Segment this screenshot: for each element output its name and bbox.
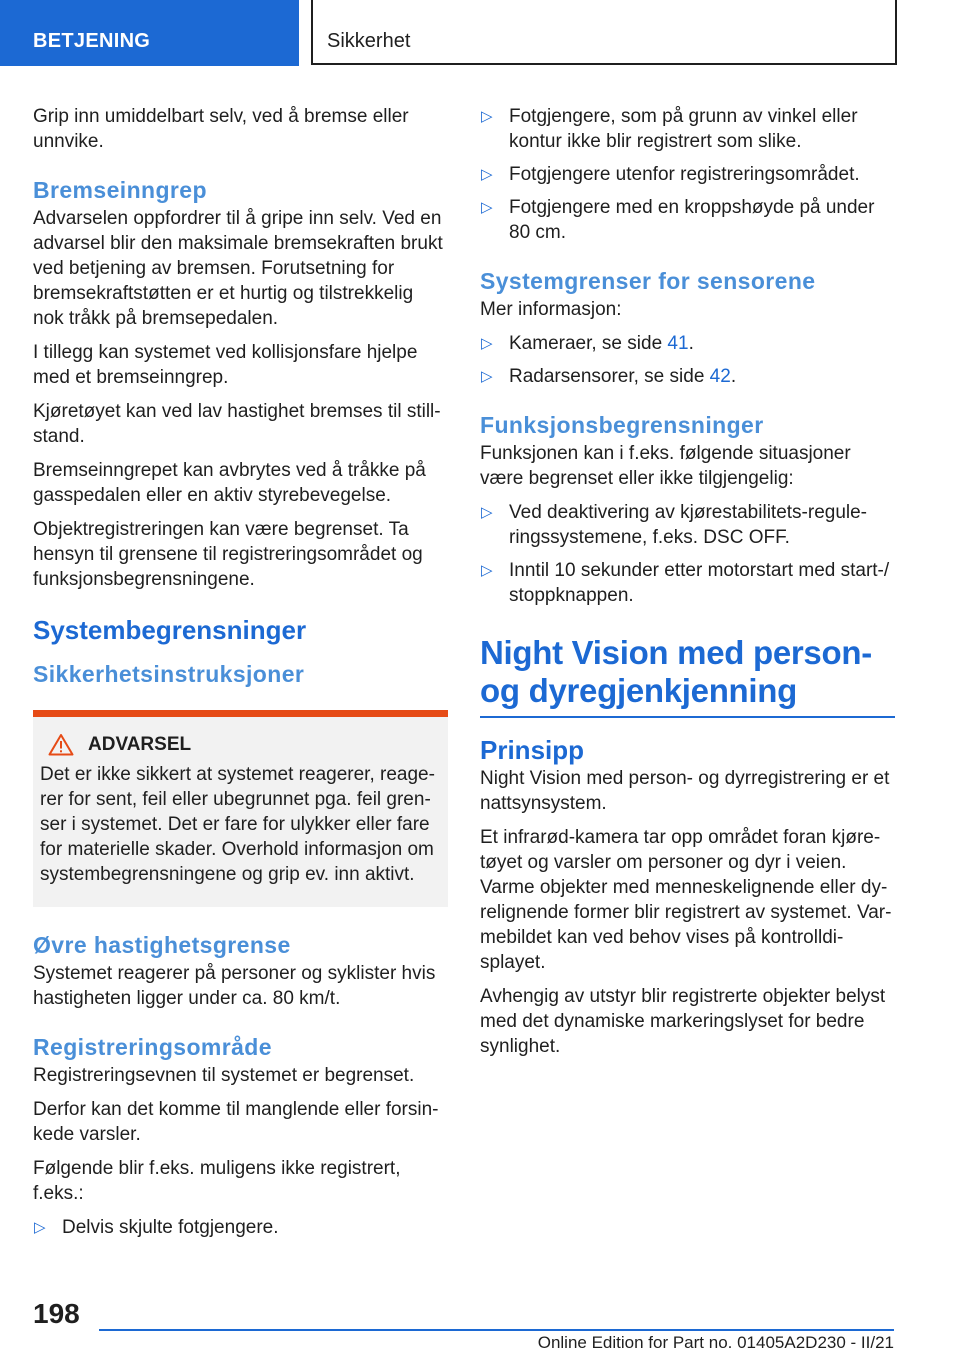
list-item <box>480 558 895 608</box>
warning-box <box>33 710 448 907</box>
paragraph: Derfor kan det komme til manglende eller forsin-kede varsler. <box>33 1099 439 1145</box>
list-item-text: Fotgjengere med en kroppshøyde på under 80 cm. <box>509 197 875 243</box>
list-item-end: . <box>688 333 694 354</box>
paragraph: Systemet reagerer på personer og syklister hvis hastigheten ligger under ca. 80 km/t. <box>33 963 436 1009</box>
list-item-text: Kameraer, se side <box>509 333 668 354</box>
heading-ovre-hastighetsgrense: Øvre hastighetsgrense <box>33 932 291 958</box>
paragraph: Objektregistreringen kan være begrenset. Ta hensyn til grensene til registreringsområdet og funksjonsbegrensningene. <box>33 519 423 590</box>
paragraph: Avhengig av utstyr blir registrerte objekter belyst med det dynamiske markeringslyset for bedre synlighet. <box>480 986 886 1057</box>
triangle-bullet-icon: ▷ <box>481 368 493 385</box>
paragraph: Advarselen oppfordrer til å gripe inn selv. Ved en advarsel blir den maksimale bremsekraften brukt ved betjening av bremsen. Forutsetning for bremsekraftstøtten er et hurtig og tilstrekkelig nok tråkk på bremsepedalen. <box>33 208 443 329</box>
list-item <box>480 364 895 389</box>
warning-header <box>48 733 440 756</box>
intro-paragraph: Grip inn umiddelbart selv, ved å bremse eller unnvike. <box>33 106 409 152</box>
page-link-42[interactable]: 42 <box>709 366 731 387</box>
list-item-text: Ved deaktivering av kjørestabilitets-regule-ringssystemene, f.eks. DSC OFF. <box>509 502 868 548</box>
triangle-bullet-icon: ▷ <box>481 504 493 521</box>
list-item-text: Fotgjengere utenfor registreringsområdet. <box>509 164 860 185</box>
page-number: 198 <box>33 1298 80 1329</box>
triangle-bullet-icon: ▷ <box>481 199 493 216</box>
list-item-text: Radarsensorer, se side <box>509 366 710 387</box>
paragraph: Night Vision med person- og dyrregistrering er et nattsynsystem. <box>480 768 890 814</box>
header-section-tab[interactable] <box>0 0 299 66</box>
footer-edition: Online Edition for Part no. 01405A2D230 - II/21 <box>537 1333 894 1352</box>
warning-triangle-icon <box>48 733 74 756</box>
triangle-bullet-icon: ▷ <box>481 108 493 125</box>
paragraph: Følgende blir f.eks. muligens ikke registrert, f.eks.: <box>33 1158 401 1204</box>
paragraph: I tillegg kan systemet ved kollisjonsfare hjelpe med et bremseinngrep. <box>33 342 418 388</box>
heading-bremseinngrep: Bremseinngrep <box>33 177 207 203</box>
heading-night-vision <box>480 634 895 710</box>
heading-sikkerhetsinstruksjoner: Sikkerhetsinstruksjoner <box>33 661 305 687</box>
heading-night-vision-line1: Night Vision med person- <box>480 634 872 671</box>
list-item <box>480 162 895 187</box>
paragraph: Mer informasjon: <box>480 299 622 320</box>
warning-title: ADVARSEL <box>88 733 192 755</box>
heading-night-vision-line2: og dyregjenkjenning <box>480 672 798 709</box>
triangle-bullet-icon: ▷ <box>481 166 493 183</box>
list-item-text: Inntil 10 sekunder etter motorstart med start-/ stoppknappen. <box>509 560 890 606</box>
paragraph: Et infrarød-kamera tar opp området foran kjøre-tøyet og varsler om personer og dyr i veien. Varme objekter med menneskelignende eller dy-relignende former blir registrert av systemet. Var-mebildet kan ved behov vises på kontrolldi-splayet. <box>480 827 892 973</box>
left-column <box>33 104 448 1248</box>
warning-text: Det er ikke sikkert at systemet reagerer, reage-rer for sent, feil eller ubegrunnet pga. feil gren-ser i systemet. Det er fare for ulykker eller fare for materielle skader. Overhold informasjon om systembegrensningene og grip ev. inn aktivt. <box>40 764 435 885</box>
triangle-bullet-icon: ▷ <box>481 335 493 352</box>
list-item <box>33 1215 448 1240</box>
heading-funksjonsbegrensninger: Funksjonsbegrensninger <box>480 412 764 438</box>
triangle-bullet-icon: ▷ <box>34 1219 46 1236</box>
paragraph: Funksjonen kan i f.eks. følgende situasjoner være begrenset eller ikke tilgjengelig: <box>480 443 851 489</box>
list-item <box>480 104 895 154</box>
list-item <box>480 331 895 356</box>
sensor-list <box>480 331 895 389</box>
page-link-41[interactable]: 41 <box>667 333 689 354</box>
header-section-label: BETJENING <box>33 30 151 52</box>
heading-prinsipp: Prinsipp <box>480 735 585 765</box>
triangle-bullet-icon: ▷ <box>481 562 493 579</box>
list-item <box>480 500 895 550</box>
paragraph: Registreringsevnen til systemet er begrenset. <box>33 1065 415 1086</box>
paragraph: Kjøretøyet kan ved lav hastighet bremses til still-stand. <box>33 401 441 447</box>
registration-list <box>33 1215 448 1240</box>
heading-registreringsomrade: Registreringsområde <box>33 1034 272 1060</box>
heading-systemgrenser-sensorene: Systemgrenser for sensorene <box>480 268 816 294</box>
footer-rule <box>99 1329 894 1331</box>
header-chapter-label: Sikkerhet <box>327 30 411 52</box>
function-limits-list <box>480 500 895 608</box>
right-column <box>480 104 895 1068</box>
list-item-end: . <box>730 366 737 387</box>
registration-list-continued <box>480 104 895 245</box>
paragraph: Bremseinngrepet kan avbrytes ved å tråkke på gasspedalen eller en aktiv styrebevegelse. <box>33 460 426 506</box>
header-chapter-tab[interactable] <box>311 0 897 65</box>
heading-systembegrensninger: Systembegrensninger <box>33 615 307 645</box>
list-item-text: Fotgjengere, som på grunn av vinkel eller kontur ikke blir registrert som slike. <box>509 106 858 152</box>
list-item <box>480 195 895 245</box>
list-item-text: Delvis skjulte fotgjengere. <box>62 1217 279 1238</box>
heading-rule <box>480 716 895 718</box>
